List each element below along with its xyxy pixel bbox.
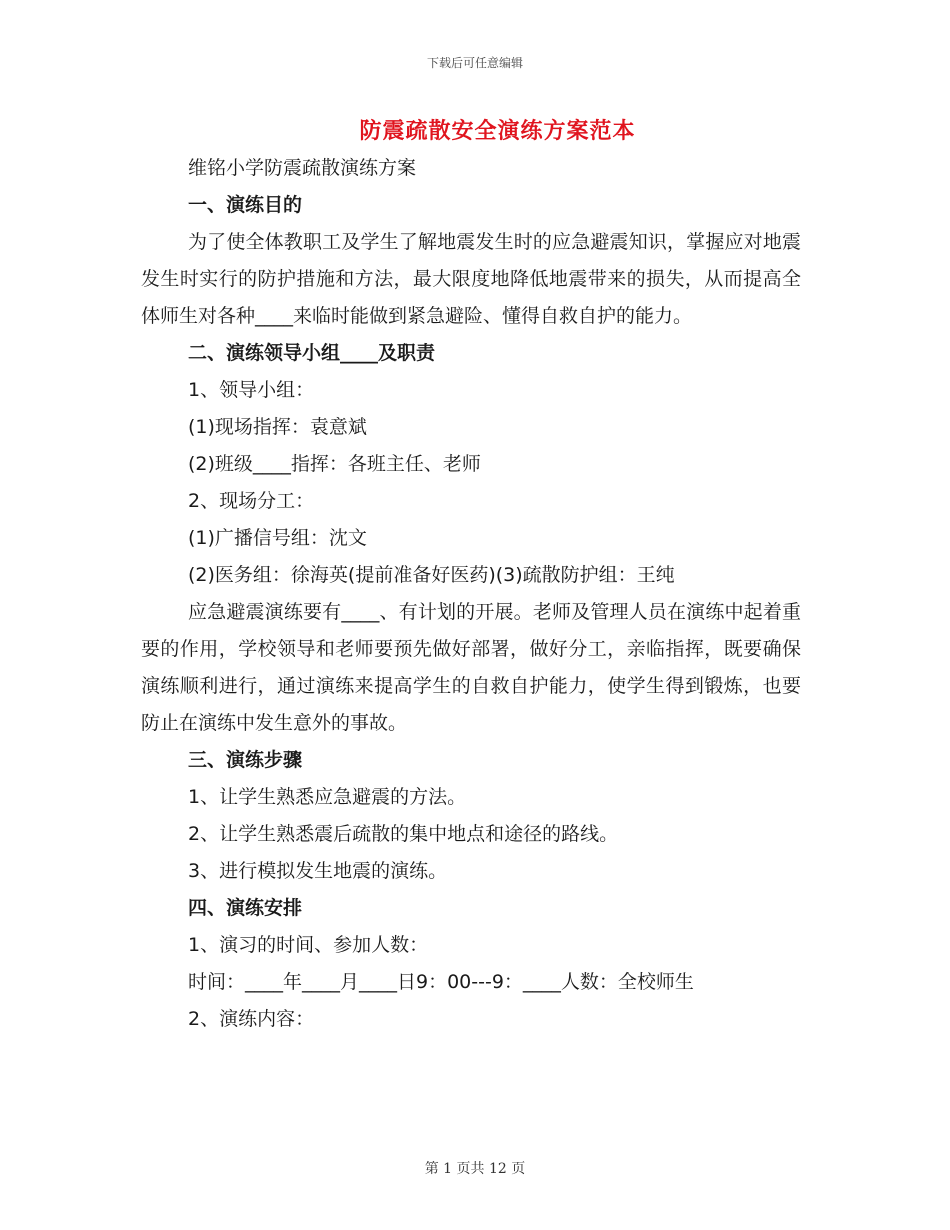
subtitle: 维铭小学防震疏散演练方案 [188,157,417,179]
section2-paragraph: 应急避震演练要有____、有计划的开展。老师及管理人员在演练中起着重要的作用，学校领导和老师要预先做好部署，做好分工，亲临指挥，既要确保演练顺利进行，通过演练来提高学生的自救自护能力，使学生得到锻炼，也要防止在演练中发生意外的事故。 [141,601,801,734]
document-title: 防震疏散安全演练方案范本 [359,118,636,144]
section2-item2: 2、现场分工： [188,490,315,512]
section3-step2: 2、让学生熟悉震后疏散的集中地点和途径的路线。 [188,823,619,845]
page-footer: 第 1 页共 12 页 [424,1161,526,1177]
section2-heading: 二、演练领导小组____及职责 [188,342,436,364]
document-body [141,150,801,1038]
section3-step3: 3、进行模拟发生地震的演练。 [188,860,448,882]
section2-item1-2: (2)班级____指挥：各班主任、老师 [188,453,481,475]
section2-item1-1: (1)现场指挥：袁意斌 [188,416,367,438]
section2-item1: 1、领导小组： [188,379,315,401]
section1-paragraph: 为了使全体教职工及学生了解地震发生时的应急避震知识，掌握应对地震发生时实行的防护措施和方法，最大限度地降低地震带来的损失，从而提高全体师生对各种____来临时能做到紧急避险、懂得自救自护的能力。 [141,231,801,327]
section4-item2: 2、演练内容： [188,1008,315,1030]
section2-item2-1: (1)广播信号组：沈文 [188,527,367,549]
section3-step1: 1、让学生熟悉应急避震的方法。 [188,786,467,808]
section4-time-line: 时间：____年____月____日9：00---9：____人数：全校师生 [188,971,694,993]
section4-item1: 1、演习的时间、参加人数： [188,934,429,956]
header-note: 下载后可任意编辑 [426,56,523,70]
section3-heading: 三、演练步骤 [188,749,303,771]
section1-heading: 一、演练目的 [188,194,303,216]
section2-item2-2: (2)医务组：徐海英(提前准备好医药)(3)疏散防护组：王纯 [188,564,675,586]
section4-heading: 四、演练安排 [188,897,303,919]
